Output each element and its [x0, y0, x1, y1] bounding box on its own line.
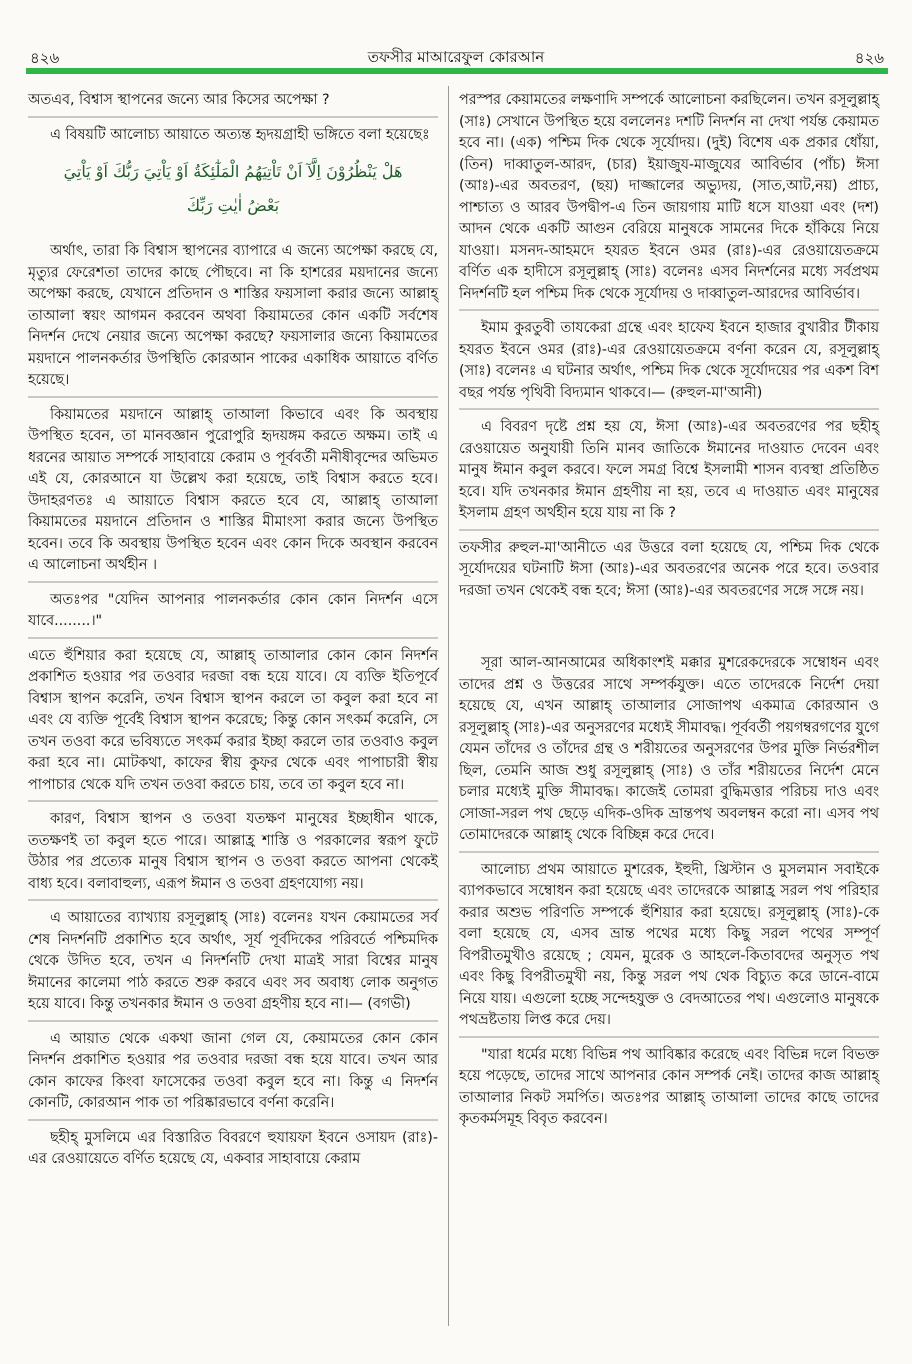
column-divider: [448, 86, 449, 1326]
paragraph: এ বিবরণ দৃষ্টে প্রশ্ন হয় যে, ঈসা (আঃ)-এর অবতরণের পর ছহীহ্ রেওয়ায়েত অনুযায়ী তিনি মানব জাতিকে ঈমানের দাওয়াত দেবেন এবং মানুষ ঈমান কবুল করবে। ফলে সমগ্র বিশ্বে ইসলামী শাসন ব্যবস্থা প্রতিষ্ঠিত হবে। যদি তখনকার ঈমান গ্রহণীয় না হয়, তবে এ দাওয়াত এবং মানুষের ইসলাম গ্রহণ অর্থহীন হয়ে যায় না কি ?: [459, 417, 879, 531]
paragraph: তফসীর রুহুল-মা'আনীতে এর উত্তরে বলা হয়েছে যে, পশ্চিম দিক থেকে সূর্যোদয়ের ঘটনাটি ঈসা (আঃ)-এর অবতরণের অনেক পরে হবে। তওবার দরজা তখন থেকেই বন্ধ হবে; ঈসা (আঃ)-এর অবতরণের সঙ্গে সঙ্গে নয়।: [459, 539, 879, 599]
paragraph: কিয়ামতের ময়দানে আল্লাহ্ তাআলা কিভাবে এবং কি অবস্থায় উপস্থিত হবেন, তা মানবজ্ঞান পুরোপুরি হৃদয়ঙ্গম করতে অক্ষম। তাই এ ধরনের আয়াত সম্পর্কে সাহাবায়ে কেরাম ও পূর্ববর্তী মনীষীবৃন্দের অভিমত এই যে, কোরআনে যা উল্লেখ করা হয়েছে, তাই বিশ্বাস করতে হবে। উদাহরণতঃ এ আয়াতে বিশ্বাস করতে হবে যে, আল্লাহ্ তাআলা কিয়ামতের ময়দানে প্রতিদান ও শাস্তির মীমাংসা করার জন্যে উপস্থিত হবেন। তবে কি অবস্থায় উপস্থিত হবেন এবং কোন দিকে অবস্থান করবেন এ আলোচনা অর্থহীন ।: [28, 405, 438, 583]
paragraph: কারণ, বিশ্বাস স্থাপন ও তওবা যতক্ষণ মানুষের ইচ্ছাধীন থাকে, ততক্ষণই তা কবুল হতে পারে। আল্লাহ্র শাস্তি ও পরকালের স্বরূপ ফুটে উঠার পর প্রত্যেক মানুষ বিশ্বাস স্থাপন ও তওবা করতে আপনা থেকেই বাধ্য হবে। বলাবাহুল্য, এরূপ ঈমান ও তওবা গ্রহণযোগ্য নয়।: [28, 809, 438, 901]
arabic-verse-line-2: بَعْضُ اٰيٰتِ رَبِّكَ: [186, 196, 280, 215]
arabic-verse-line-1: هَلْ يَنْظُرُوْنَ اِلَّآ اَنْ تَاْتِيَهُمُ الْمَلٰٓئِكَةُ اَوْ يَاْتِيَ رَبُّكَ اَوْ يَاْتِيَ: [63, 162, 403, 181]
paragraph: অর্থাৎ, তারা কি বিশ্বাস স্থাপনের ব্যাপারে এ জন্যে অপেক্ষা করছে যে, মৃত্যুর ফেরেশতা তাদের কাছে পৌছবে। না কি হাশরের ময়দানের জন্যে অপেক্ষা করছে, যেখানে প্রতিদান ও শাস্তির ফয়সালা করার জন্যে আল্লাহ্ তাআলা স্বয়ং আগমন করবেন অথবা কিয়ামতের কোন একটি সর্বশেষ নিদর্শন দেখে নেয়ার জন্যে অপেক্ষা করছে? ফয়সালার জন্যে কিয়ামতের ময়দানে পালনকর্তার উপস্থিতি কোরআন পাকের একাধিক আয়াতে বর্ণিত হয়েছে।: [28, 241, 438, 398]
paragraph: এ আয়াতের ব্যাখ্যায় রসূলুল্লাহ্ (সাঃ) বলেনঃ যখন কেয়ামতের সর্ব শেষ নিদর্শনটি প্রকাশিত হবে অর্থাৎ, সূর্য পূর্বদিকের পরিবর্তে পশ্চিমদিক থেকে উদিত হবে, তখন এ নিদর্শনটি দেখা মাত্রই সারা বিশ্বের মানুষ ঈমানের কালেমা পাঠ করতে শুরু করবে এবং সব অবাধ্য লোক অনুগত হয়ে যাবে। কিন্তু তখনকার ঈমান ও তওবা গ্রহণীয় হবে না।— (বগভী): [28, 908, 438, 1022]
paragraph: সূরা আল-আনআমের অধিকাংশই মক্কার মুশরেকদেরকে সম্বোধন এবং তাদের প্রশ্ন ও উত্তরের সাথে সম্পর্কযুক্ত। এতে তাদেরকে নির্দেশ দেয়া হয়েছে যে, এখন আল্লাহ্ তাআলার সোজাপথ একমাত্র কোরআন ও রসূলুল্লাহ্ (সাঃ)-এর অনুসরণের মধ্যেই সীমাবদ্ধ। পূর্ববর্তী পয়গম্বরগণের যুগে যেমন তাঁদের ও তাঁদের গ্রন্থ ও শরীয়তের অনুসরণের উপর মুক্তি নির্ভরশীল ছিল, তেমনি আজ শুধু রসূলুল্লাহ্ (সাঃ) ও তাঁর শরীয়তের নির্দেশ মেনে চলার মধ্যেই মুক্তি সীমাবদ্ধ। কাজেই তোমরা বুদ্ধিমত্তার পরিচয় দাও এবং সোজা-সরল পথ ছেড়ে এদিক-ওদিক ভ্রান্তপথ অবলম্বন করো না। এসব পথ তোমাদেরকে আল্লাহ্ থেকে বিচ্ছিন্ন করে দেবে।: [459, 653, 879, 853]
right-column: [459, 90, 879, 1142]
paragraph: ইমাম কুরতুবী তাযকেরা গ্রন্থে এবং হাফেয ইবনে হাজার বুখারীর টীকায় হযরত ইবনে ওমর (রাঃ)-এর রেওয়ায়েতক্রমে বর্ণনা করেন যে, রসূলুল্লাহ্ (সাঃ) বলেনঃ এ ঘটনার অর্থাৎ, পশ্চিম দিক থেকে সূর্যোদয়ের পর একশ বিশ বছর পর্যন্ত পৃথিবী বিদ্যমান থাকবে।— (রুহুল-মা'আনী): [459, 318, 879, 410]
page-number-left: ৪২৬: [30, 49, 60, 67]
running-title: তফসীর মাআরেফুল কোরআন: [367, 48, 545, 66]
left-column: [28, 90, 438, 1182]
page-number-right: ৪২৬: [854, 49, 884, 67]
paragraph: "যারা ধর্মের মধ্যে বিভিন্ন পথ আবিষ্কার করেছে এবং বিভিন্ন দলে বিভক্ত হয়ে পড়েছে, তাদের সাথে আপনার কোন সম্পর্ক নেই। তাদের কাজ আল্লাহ্ তাআলার নিকট সমর্পিত। অতঃপর আল্লাহ্ তাআলা তাদের কাছে তাদের কৃতকর্মসমূহ বিবৃত করবেন।: [459, 1046, 879, 1127]
page-header: [0, 0, 912, 66]
paragraph: অতএব, বিশ্বাস স্থাপনের জন্যে আর কিসের অপেক্ষা ?: [28, 90, 438, 118]
paragraph: ছহীহ্ মুসলিমে এর বিস্তারিত বিবরণে হুযায়ফা ইবনে ওসায়দ (রাঃ)-এর রেওয়ায়েতে বর্ণিত হয়েছে যে, একবার সাহাবায়ে কেরাম: [28, 1129, 438, 1167]
paragraph: এ আয়াত থেকে একথা জানা গেল যে, কেয়ামতের কোন কোন নিদর্শন প্রকাশিত হওয়ার পর তওবার দরজা বন্ধ হয়ে যাবে। তখন আর কোন কাফের কিংবা ফাসেকের তওবা কবুল হবে না। কিন্তু এ নিদর্শন কোনটি, কোরআন পাক তা পরিষ্কারভাবে বর্ণনা করেনি।: [28, 1029, 438, 1121]
paragraph: অতঃপর "যেদিন আপনার পালনকর্তার কোন কোন নিদর্শন এসে যাবে........।": [28, 590, 438, 639]
header-rule: [26, 68, 888, 74]
paragraph: পরস্পর কেয়ামতের লক্ষণাদি সম্পর্কে আলোচনা করছিলেন। তখন রসূলুল্লাহ্ (সাঃ) সেখানে উপস্থিত হয়ে বললেনঃ দশটি নিদর্শন না দেখা পর্যন্ত কেয়ামত হবে না। (এক) পশ্চিম দিক থেকে সূর্যোদয়। (দুই) বিশেষ এক প্রকার ধোঁয়া, (তিন) দাব্বাতুল-আরদ, (চার) ইয়াজুয-মাজুযের আবির্ভাব (পাঁচ) ঈসা (আঃ)-এর অবতরণ, (ছয়) দাজ্জালের অভ্যুদয়, (সাত,আট,নয়) প্রাচ্য, পাশ্চাত্য ও আরব উপদ্বীপ-এ তিন জায়গায় মাটি ধসে যাওয়া এবং (দশ) আদন থেকে একটি আগুন বেরিয়ে মানুষকে সামনের দিকে হাঁকিয়ে নিয়ে যাওয়া। মসনদ-আহমদে হযরত ইবনে ওমর (রাঃ)-এর রেওয়ায়েতক্রমে বর্ণিত এক হাদীসে রসূলুল্লাহ্ (সাঃ) বলেনঃ এসব নিদর্শনের মধ্যে সর্বপ্রথম নিদর্শনটি হল পশ্চিম দিক থেকে সূর্যোদয় ও দাব্বাতুল-আরদের আবির্ভাব।: [459, 90, 879, 311]
paragraph: এ বিষয়টি আলোচ্য আয়াতে অত্যন্ত হৃদয়গ্রাহী ভঙ্গিতে বলা হয়েছেঃ: [50, 126, 430, 143]
paragraph: আলোচ্য প্রথম আয়াতে মুশরেক, ইহুদী, খ্রিস্টান ও মুসলমান সবাইকে ব্যাপকভাবে সম্বোধন করা হয়েছে এবং তাদেরকে আল্লাহ্র সরল পথ পরিহার করার অশুভ পরিণতি সম্পর্কে হুঁশিয়ার করা হয়েছে। রসূলুল্লাহ্ (সাঃ)-কে বলা হয়েছে যে, এসব ভ্রান্ত পথের মধ্যে কিছু সরল পথের সম্পূর্ণ বিপরীতমুখীও রয়েছে ; যেমন, মুরেক ও আহলে-কিতাবদের অনুসৃত পথ এবং কিছু বিপরীতমুখী নয়, কিন্তু সরল পথ থেক বিচ্যুত করে ডানে-বামে নিয়ে যায়। এগুলো হচ্ছে সন্দেহযুক্ত ও বেদআতের পথ। এগুলোও মানুষকে পথভ্রষ্টতায় লিপ্ত করে দেয়।: [459, 860, 879, 1038]
section-gap: [459, 613, 879, 653]
paragraph: এতে হুঁশিয়ার করা হয়েছে যে, আল্লাহ্ তাআলার কোন কোন নিদর্শন প্রকাশিত হওয়ার পর তওবার দরজা বন্ধ হয়ে যাবে। যে ব্যক্তি ইতিপূর্বে বিশ্বাস স্থাপন করেনি, তখন বিশ্বাস স্থাপন করলে তা কবুল করা হবে না এবং যে ব্যক্তি পূর্বেই বিশ্বাস স্থাপন করেছে; কিন্তু কোন সৎকর্ম করেনি, সে তখন তওবা করে ভবিষ্যতে সৎকর্ম করার ইচ্ছা করলে তার তওবাও কবুল করা হবে না। মোটকথা, কাফের স্বীয় কুফর থেকে এবং পাপাচারী স্বীয় পাপাচার থেকে যদি তখন তওবা করতে চায়, তবে তা কবুল হবে না।: [28, 646, 438, 803]
